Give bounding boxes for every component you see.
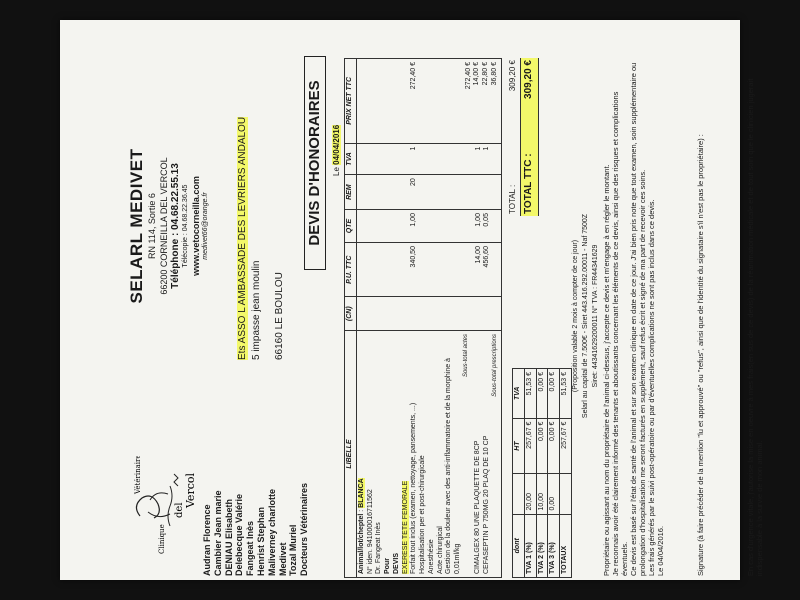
total-ttc-row <box>521 58 539 216</box>
client-name: Ets ASSO L AMBASSADE DES LEVRIERS ANDALOU <box>237 116 248 360</box>
act-description <box>410 334 463 574</box>
quote-table <box>344 58 502 578</box>
desc-line: 0,01ml/kg <box>454 543 461 574</box>
svg-text:del: del <box>174 502 185 518</box>
table-row <box>548 369 560 578</box>
vet-name: Audran Florence <box>202 504 212 576</box>
id-label: N° iden. <box>366 549 374 574</box>
client-city: 66160 LE BOULOU <box>274 272 285 360</box>
subtotal-presc-label: Sous-total prescriptions <box>491 334 498 397</box>
act-qte: 1,00 <box>409 213 417 227</box>
subtotal-acts-label: Sous-total actes <box>462 334 469 378</box>
total-ttc-value: 309,20 € <box>523 60 534 99</box>
vet-name: Tozal Muriel <box>288 524 299 576</box>
act-prix: 272,40 € <box>409 62 417 90</box>
clinic-logo <box>130 456 200 556</box>
pour-label: Pour <box>384 558 391 574</box>
table-row <box>560 369 572 578</box>
vat-cell: 0,00 € <box>548 418 560 474</box>
desc-line: Hospitalisation per et post-chirurgicale <box>419 455 426 574</box>
act-rem: 20 <box>409 178 417 187</box>
animal-label: Animal/lot/cheptel <box>357 513 365 574</box>
subtotal-presc-value: 36,80 € <box>490 62 498 86</box>
validity-note: (Proposition valable 2 mois à compter de ce jour) <box>572 239 579 393</box>
terms-line: Propriétaire ou agissant au nom du propriétaire de l'animal ci-dessus, j'accepte ce devis et m'engage à en régler le montant. <box>602 164 611 576</box>
desc-line: Acte chirurgical <box>436 526 444 574</box>
vets-title: Docteurs Vétérinaires <box>299 482 310 576</box>
vat-cell: 20,00 <box>524 474 536 514</box>
date-label: Le <box>332 167 341 176</box>
terms-line: Ce devis est basé sur l'état de santé de l'animal et sur son examen clinique en date de ce jour. J'ai bien pris note que tout examen, soin supplémentaire ou prolongation d'hospitalisation me seront facturés en supplément, sauf refus écrit et signé de ma part de recevoir ces soins. <box>629 62 647 576</box>
vat-cell: 10,00 <box>536 474 548 514</box>
dr-label: Dr. <box>375 565 383 574</box>
vat-table <box>512 368 572 578</box>
subtotal-acts-value: 272,40 € <box>464 62 472 90</box>
med2-label: CEFASEPTIN P 750MG 20 PLAQ DE 10 CP <box>483 435 490 574</box>
totals-box <box>506 58 539 216</box>
devis-label: DEVIS <box>392 552 400 574</box>
emergency-clause: En cas d'urgence vitale, j'autorise la mise en oeuvre à mes frais(en sus de ce devis) de la réanimation médicale et de tout soin que le clinicien jugerait indispensable à la survie de mon animal. <box>746 78 764 576</box>
veterinarians-list <box>202 483 310 576</box>
vet-name: Maliverney charlotte <box>266 488 277 576</box>
legal-line-2: Siret: 44341629200011 N° TVA : FR44341629 <box>592 244 599 388</box>
header-pu: P.U. TTC <box>345 243 357 297</box>
act-label: EXERESE TETE FEMORALE <box>401 480 409 574</box>
client-street: 5 impasse jean moulin <box>250 260 262 360</box>
signature-instruction: Signature (à faire précéder de la mention "lu et approuvé" ou "refus", ainsi que de l'identité du signataire s'il n'est pas le propriétaire) : <box>696 134 705 576</box>
company-fax: Télécopie : 04.68.22.36.45 <box>182 184 190 268</box>
terms-paragraph <box>602 56 665 576</box>
vat-header-row <box>513 369 525 578</box>
vat-cell: 0,00 € <box>548 369 560 419</box>
vat-cell: 257,67 € <box>560 418 572 474</box>
company-address-line2: 66200 CORNEILLA DEL VERCOL <box>158 157 169 295</box>
svg-text:Clinique: Clinique <box>158 524 166 554</box>
desc-line: Forfait tout inclus (examen, nettoyage, pansements, ...) <box>410 402 418 574</box>
legal-line-1: Selarl au capital de 7.500€ - Siret 443.416.292.00011 - Naf 7500Z <box>582 213 589 419</box>
terms-line: Le 04/04/2016. <box>656 525 665 576</box>
med1-qte: 1,00 <box>474 213 482 227</box>
header-libelle: LIBELLE <box>345 331 357 578</box>
vat-header: HT <box>513 418 525 474</box>
client-address <box>236 117 287 360</box>
med2-pu: 456,60 <box>483 246 491 268</box>
vat-cell <box>560 474 572 514</box>
vet-name: Cambier Jean marie <box>212 490 223 576</box>
med2-prix: 22,80 € <box>482 62 489 86</box>
vat-header: TVA <box>513 369 525 419</box>
vat-cell: 51,53 € <box>560 369 572 419</box>
rotated-document <box>124 46 774 586</box>
act-tva: 1 <box>409 146 417 151</box>
vat-cell: TOTAUX <box>561 545 568 574</box>
desc-line: Anesthésie <box>427 539 435 574</box>
company-address-line1: RN 114, Sortie 6 <box>147 193 158 259</box>
med1-pu: 14,00 <box>474 246 482 264</box>
svg-text:Vétérinaire: Vétérinaire <box>134 456 142 494</box>
vat-cell: TVA 2 (%) <box>537 542 545 574</box>
svg-text:Vercol: Vercol <box>184 472 197 508</box>
vet-name: Henrist Stephan <box>255 506 266 576</box>
total-value: 309,20 € <box>508 60 517 92</box>
med1-tva: 1 <box>474 146 482 151</box>
med1-label: CIMALGEX 80 UNE PLAQUETTE DE 8CP <box>474 440 482 574</box>
vat-cell: 0,00 <box>548 474 560 514</box>
med1-prix: 14,00 € <box>473 62 481 86</box>
vat-cell: TVA 3 (%) <box>549 542 557 574</box>
animal-name: BLANCA <box>357 478 365 508</box>
header-qte: QTE <box>345 210 357 243</box>
table-row <box>536 369 548 578</box>
company-email: medivet66@orange.fr <box>202 192 210 260</box>
vat-header: dont <box>513 514 525 577</box>
header-cn: (CN) <box>345 297 357 331</box>
total-label: TOTAL : <box>508 184 517 214</box>
document-page <box>60 20 764 580</box>
terms-line: Je reconnais avoir été clairement informé des tenants et aboutissants concernant les éléments de ce devis, ainsi que des risques et complications éventuels. <box>611 91 629 576</box>
vet-name: Fangeat Inès <box>245 520 256 576</box>
terms-line: Les frais générés par le suivi post-opératoire ou par d'éventuelles complications ne sont pas inclus dans ce devis. <box>647 199 656 576</box>
vat-header <box>513 474 525 514</box>
dr-value: Fangeat Inès <box>375 522 383 564</box>
document-date <box>332 125 342 176</box>
vet-name: Delebecque Valérie <box>234 493 245 576</box>
header-prix: PRIX NET TTC <box>345 59 357 144</box>
vet-name: Medivet <box>277 542 288 576</box>
company-website: www.vetocorneilla.com <box>191 176 201 276</box>
act-pu: 340,50 <box>409 246 417 268</box>
vat-cell: 51,53 € <box>524 369 536 419</box>
table-header-row <box>345 59 357 578</box>
vat-cell: 257,67 € <box>524 418 536 474</box>
table-row <box>524 369 536 578</box>
total-row <box>506 58 521 216</box>
company-header <box>126 96 211 356</box>
desc-line: Gestion de la douleur avec des anti-inflammatoire et de la morphine à <box>445 358 453 574</box>
header-tva: TVA <box>345 143 357 175</box>
id-value: 941000016711562 <box>366 489 374 548</box>
med2-tva: 1 <box>483 146 491 151</box>
vat-cell: TVA 1 (%) <box>525 542 533 574</box>
company-name: SELARL MEDIVET <box>127 148 146 304</box>
header-rem: REM <box>345 175 357 210</box>
vat-cell: 0,00 € <box>536 369 548 419</box>
date-value: 04/04/2016 <box>332 124 341 165</box>
total-ttc-label: TOTAL TTC : <box>523 153 534 214</box>
vet-name: DENIAU Elisabeth <box>223 498 234 576</box>
vat-cell: 0,00 € <box>536 418 548 474</box>
company-phone: Téléphone : 04.68.22.55.13 <box>169 163 181 289</box>
med2-qte: 0,05 <box>483 213 491 227</box>
document-title: DEVIS D'HONORAIRES <box>304 56 326 270</box>
table-row: Animal/lot/cheptel : BLANCA N° iden. 941000016711562 Dr. Fangeat Inès Pour DEVIS EXERESE TETE FEMORALE Forfait tout inclus (examen, nettoyage, pansements, ...) Hospitalisation per et post-chirurgicale Anesthésie Acte chirurgical Gestion de la douleur avec des anti-inflammatoire et de la morphine à 0,01ml/kg Sous-total actes CIMALGEX 80 UNE PLAQUETTE DE 8CP CEFASEPTIN P 750MG 20 PLAQ DE 10 CP Sous-total prescriptions 340,50 14,00 456,60 1,00 1,00 0,05 20 1 1 1 272,40 € 272,40 € 14,00 € 22,80 € 36,80 € <box>356 59 501 578</box>
